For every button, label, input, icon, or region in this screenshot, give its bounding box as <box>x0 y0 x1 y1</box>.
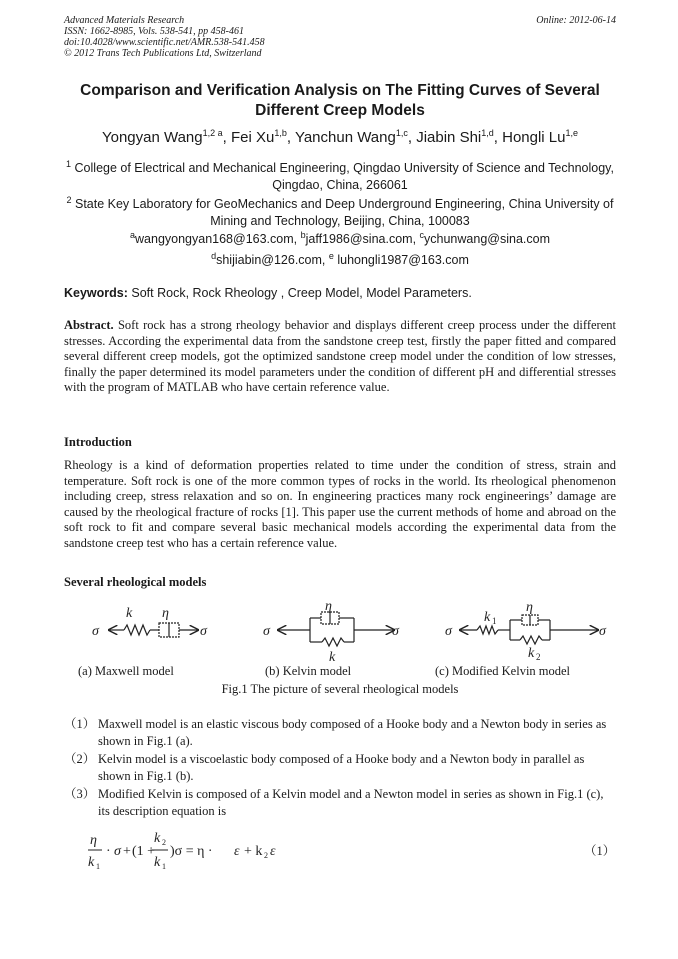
doi-line: doi:10.4028/www.scientific.net/AMR.538-541.458 <box>64 37 265 48</box>
abstract-label: Abstract. <box>64 318 114 332</box>
caption-kelvin: (b) Kelvin model <box>265 664 352 678</box>
email-text: shijiabin@126.com, <box>216 253 329 268</box>
list-item <box>64 716 616 750</box>
author-name: Yongyan Wang <box>101 129 203 146</box>
k2-label: k <box>528 646 535 661</box>
eq-k1: k <box>88 855 95 870</box>
email-sup: b <box>300 230 306 240</box>
author-sup: 1,2 a <box>202 128 223 138</box>
sigma-label: σ <box>445 624 452 639</box>
eq-rest: )σ = η · <box>170 844 213 859</box>
eta-label: η <box>162 606 169 621</box>
k-label: k <box>126 606 133 621</box>
caption-maxwell: (a) Maxwell model <box>78 664 174 678</box>
affiliation-2 <box>64 192 616 230</box>
author-name: Fei Xu <box>230 129 275 146</box>
k-label: k <box>329 650 336 662</box>
spring-icon <box>322 638 344 646</box>
item-text: Modified Kelvin is composed of a Kelvin model and a Newton model in series as shown in Fig.1 (c), its description equation is <box>98 787 604 818</box>
eta-label: η <box>325 600 332 614</box>
email-text: luhongli1987@163.com <box>333 253 469 268</box>
author-sup: 1,e <box>565 128 579 138</box>
sigma-label: σ <box>200 624 207 639</box>
sigma-label: σ <box>263 624 270 639</box>
modified-kelvin-model-diagram <box>460 615 598 644</box>
rheological-models-figure <box>64 600 616 662</box>
eq-plus-k2: + k <box>244 844 263 859</box>
affiliation-text: State Key Laboratory for GeoMechanics and Deep Underground Engineering, China University of Mining and Technology, Beijing, China, 100083 <box>74 197 614 229</box>
email-sup: a <box>130 230 136 240</box>
maxwell-model-diagram <box>109 623 198 637</box>
author-list: Yongyan Wang$^{1,2 a}$, Fei Xu$^{1,b}$, Yanchun Wang$^{1,c}$, Jiabin Shi$^{1,d}$, Hongli Lu$^{1,e}$ <box>101 128 579 146</box>
keywords-label: Keywords: <box>64 286 128 300</box>
email-sup: e <box>328 251 334 261</box>
author-name: Jiabin Shi <box>416 129 482 146</box>
list-item <box>64 786 616 820</box>
email-text: jaff1986@sina.com, <box>305 232 420 247</box>
item-number: （1） <box>64 717 96 731</box>
eq-eps2: ε <box>270 844 276 859</box>
abstract <box>64 318 616 396</box>
sigma-label: σ <box>92 624 99 639</box>
keywords-text: Soft Rock, Rock Rheology , Creep Model, Model Parameters. <box>127 286 472 300</box>
eta-label: η <box>526 600 533 615</box>
spring-icon <box>520 636 542 644</box>
figure-caption: Fig.1 The picture of several rheological models <box>221 682 459 696</box>
k2-subscript: 2 <box>536 652 541 662</box>
eq-dot: · <box>106 844 111 859</box>
eq-k2-sub: 2 <box>162 838 166 847</box>
eq-k2b-sub: 2 <box>264 851 268 860</box>
issn-line: ISSN: 1662-8985, Vols. 538-541, pp 458-461 <box>64 26 244 37</box>
item-number: （3） <box>64 787 96 801</box>
affiliation-sup: 2 <box>66 195 72 205</box>
author-sup: 1,c <box>395 128 408 138</box>
journal-name: Advanced Materials Research <box>64 15 185 26</box>
list-item <box>64 751 616 785</box>
introduction-heading: Introduction <box>64 435 132 449</box>
email-sup: c <box>419 230 425 240</box>
affiliation-sup: 1 <box>66 159 72 169</box>
spring-icon <box>124 625 150 635</box>
caption-modified-kelvin: (c) Modified Kelvin model <box>435 664 571 678</box>
item-text: Kelvin model is a viscoelastic body composed of a Hooke body and a Newton body in parallel as shown in Fig.1 (b). <box>98 752 585 783</box>
eq-paren: (1 + <box>132 844 156 859</box>
running-header <box>64 15 616 59</box>
kelvin-model-diagram <box>278 612 394 646</box>
k1-label: k <box>484 610 491 625</box>
item-text: Maxwell model is an elastic viscous body composed of a Hooke body and a Newton body in series as shown in Fig.1 (a). <box>98 717 607 748</box>
sigma-label: σ <box>392 624 399 639</box>
abstract-text: Soft rock has a strong rheology behavior and displays different creep process under the different stresses. According the experimental data from the sandstone creep test, firstly the paper fitted and compared several different creep models, got the optimized sandstone creep model under the condition of low stresses, finally the paper determined its model parameters under the condition of different pH and differential stresses with the program of MATLAB who have certain reference value. <box>64 318 616 394</box>
models-heading: Several rheological models <box>64 575 207 589</box>
author-sup: 1,d <box>481 128 494 138</box>
eq-plus: + <box>123 844 131 859</box>
eq-eps: ε <box>234 844 240 859</box>
author-sup: 1,b <box>274 128 287 138</box>
email-text: wangyongyan168@163.com, <box>135 232 301 247</box>
affiliation-text: College of Electrical and Mechanical Engineering, Qingdao University of Science and Technology, Qingdao, China, 266061 <box>74 161 614 193</box>
copyright-line: © 2012 Trans Tech Publications Ltd, Switzerland <box>64 48 262 59</box>
keywords <box>64 286 616 300</box>
equation-1 <box>84 828 616 874</box>
email-text: ychunwang@sina.com <box>424 232 550 247</box>
eq-k2: k <box>154 831 161 846</box>
spring-icon <box>477 626 498 634</box>
email-sup: d <box>211 251 217 261</box>
online-date: Online: 2012-06-14 <box>536 15 616 26</box>
eq-eta: η <box>90 833 97 848</box>
k1-subscript: 1 <box>492 616 497 626</box>
eq-k1-sub: 1 <box>96 862 100 871</box>
eq-k1-denom-sub: 1 <box>162 862 166 871</box>
affiliation-1 <box>64 156 616 194</box>
email-line-2 <box>64 251 616 267</box>
author-name: Yanchun Wang <box>294 129 396 146</box>
eq-sigma: σ <box>114 844 121 859</box>
sigma-label: σ <box>599 624 606 639</box>
introduction-text: Rheology is a kind of deformation properties related to time under the condition of stress, strain and temperature. Soft rock is one of the more common types of rocks in the world. Its rheological phenomenon including creep, stress relaxation and so on. In engineering practices many rock engineerings’ damage are caused by the rheological fracture of rocks [1]. This paper use the current methods of home and abroad on the soft rock to fit and compare several basic mechanical models according the experimental data from the sandstone creep test who has a certain reference value. <box>64 458 616 550</box>
equation-number: （1） <box>584 844 616 858</box>
paper-title: Comparison and Verification Analysis on The Fitting Curves of Several Different Creep Models <box>80 82 600 119</box>
author-name: Hongli Lu <box>502 129 566 146</box>
item-number: （2） <box>64 752 96 766</box>
email-line-1 <box>64 230 616 246</box>
eq-k1-denom: k <box>154 855 161 870</box>
